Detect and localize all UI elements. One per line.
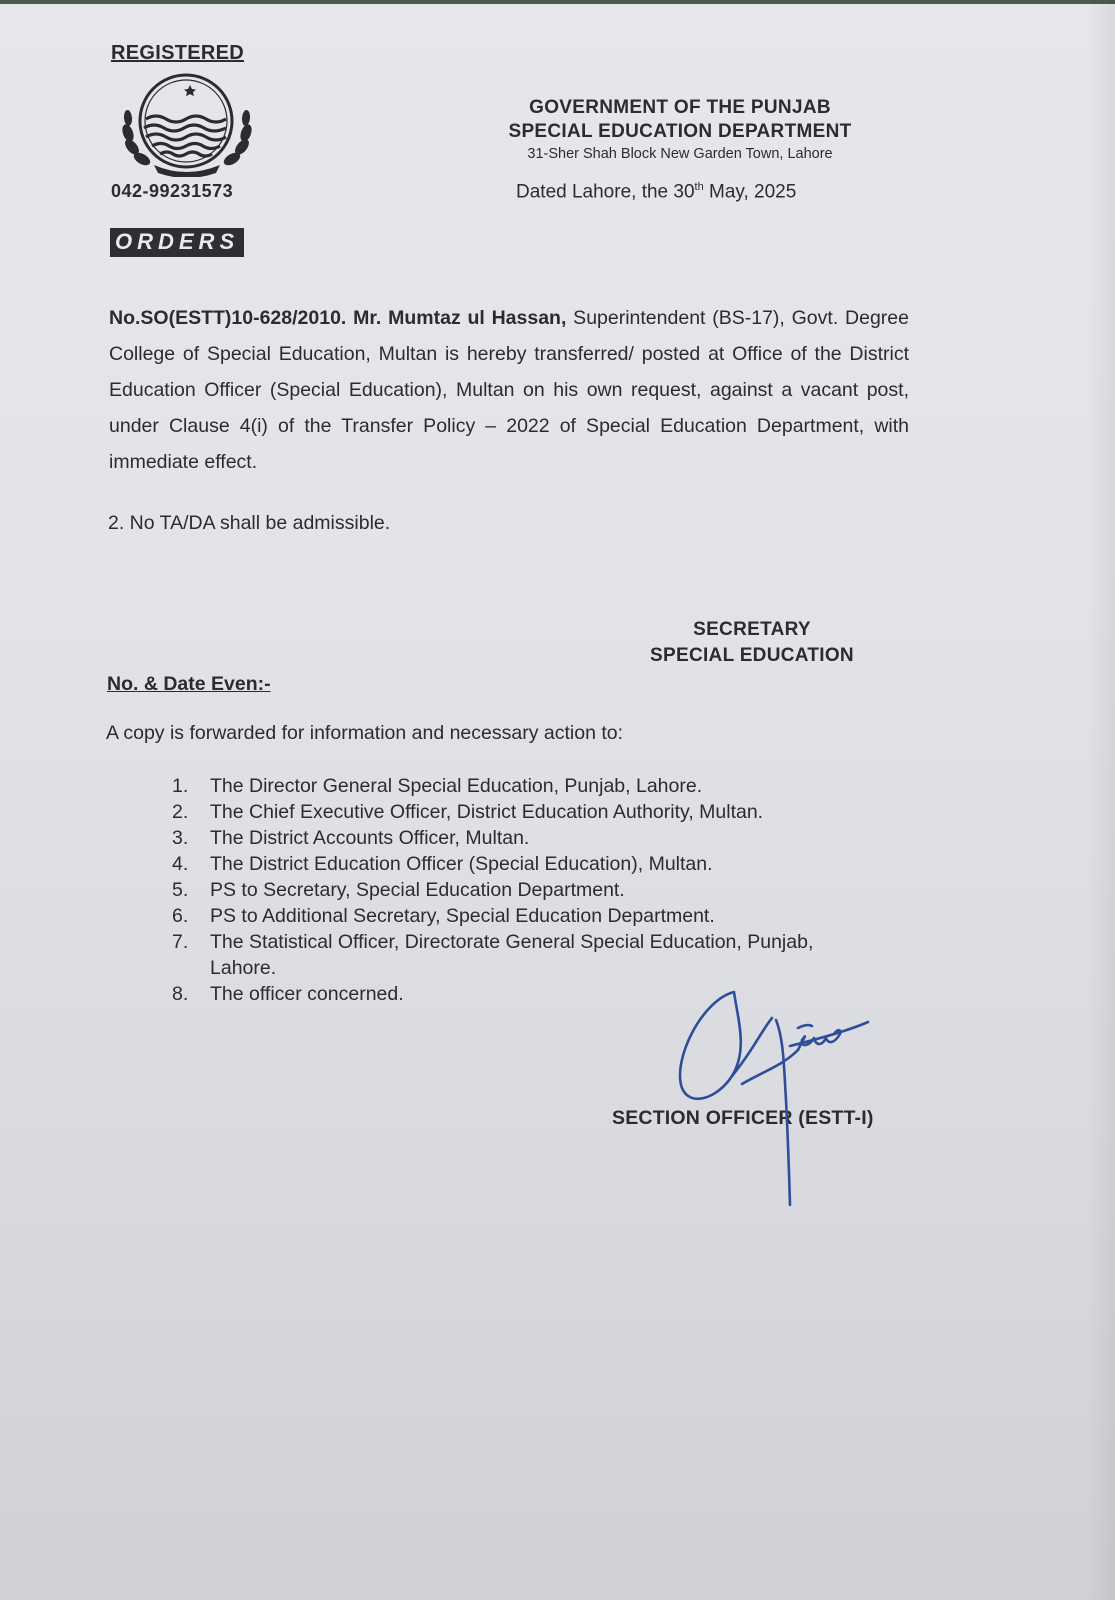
section-officer-title: SECTION OFFICER (ESTT-I) [612,1107,874,1129]
list-item-number: 6. [172,905,189,927]
list-item [172,773,850,799]
list-item-text: The Director General Special Education, Punjab, Lahore. [210,775,703,797]
list-item-number: 4. [172,853,189,875]
dated-prefix: Dated Lahore, the 30 [516,181,695,203]
signatory-department: SPECIAL EDUCATION [650,645,854,666]
dated-line [516,181,796,203]
order-reference: No.SO(ESTT)10-628/2010. [109,307,347,329]
distribution-list [172,773,850,1007]
signature-icon [672,980,872,1210]
list-item-text: The Statistical Officer, Directorate General Special Education, Punjab, Lahore. [210,931,814,979]
list-item [172,877,850,903]
signatory-block [612,617,892,669]
list-item-text: The Chief Executive Officer, District Education Authority, Multan. [210,801,764,823]
department-title: SPECIAL EDUCATION DEPARTMENT [508,121,852,142]
order-body [109,300,909,480]
phone-number: 042-99231573 [111,181,234,201]
no-date-even-heading: No. & Date Even:- [107,673,271,695]
list-item-number: 1. [172,775,189,797]
list-item [172,929,850,981]
list-item [172,851,850,877]
order-point-2: 2. No TA/DA shall be admissible. [108,512,391,534]
signatory-title: SECRETARY [693,619,811,640]
dated-suffix: May, 2025 [703,181,797,203]
list-item [172,825,850,851]
list-item-text: The District Education Officer (Special Education), Multan. [210,853,713,875]
list-item-text: The District Accounts Officer, Multan. [210,827,530,849]
list-item-number: 8. [172,983,189,1005]
list-item-number: 7. [172,931,189,953]
list-item-number: 3. [172,827,189,849]
top-edge [0,0,1115,4]
list-item-text: PS to Additional Secretary, Special Education Department. [210,905,715,927]
officer-name: Mr. Mumtaz ul Hassan, [353,307,567,329]
dated-ordinal: th [694,181,704,193]
list-item-number: 2. [172,801,189,823]
government-title: GOVERNMENT OF THE PUNJAB [529,97,831,118]
orders-label: ORDERS [110,228,244,257]
page-edge-shadow [1087,0,1115,1600]
registered-label: REGISTERED [111,42,245,64]
copy-forwarded-line: A copy is forwarded for information and necessary action to: [106,722,624,744]
list-item-text: The officer concerned. [210,983,404,1005]
punjab-emblem-icon [118,73,258,177]
list-item-number: 5. [172,879,189,901]
department-header [470,96,890,164]
list-item [172,903,850,929]
order-text: Superintendent (BS-17), Govt. Degree College of Special Education, Multan is hereby transferred/ posted at Office of the District Education Officer (Special Education), Multan on his own request, against a vacant post, under Clause 4(i) of the Transfer Policy – 2022 of Special Education Department, with immediate effect. [109,307,909,473]
list-item-text: PS to Secretary, Special Education Department. [210,879,625,901]
department-address: 31-Sher Shah Block New Garden Town, Lahore [527,146,833,162]
list-item [172,799,850,825]
